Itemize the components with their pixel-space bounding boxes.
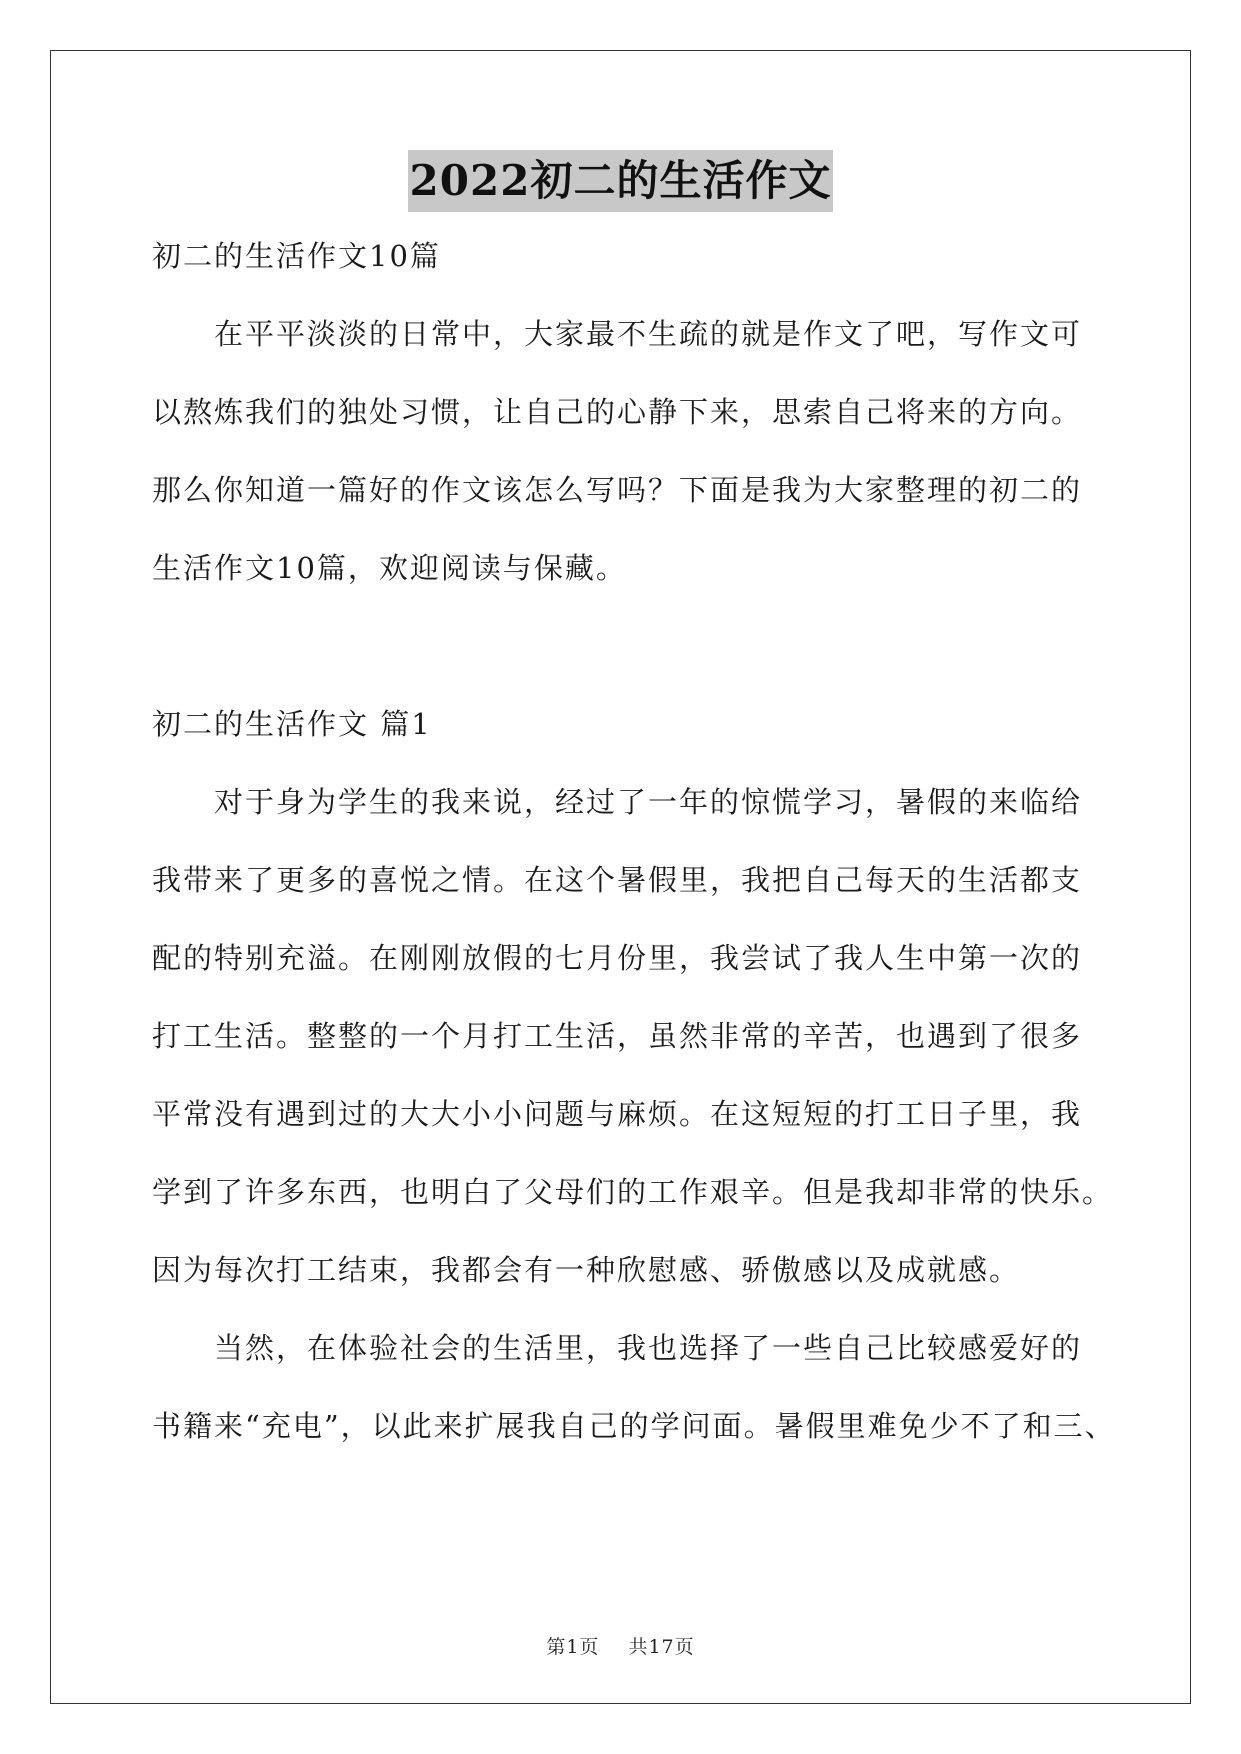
paragraph-line: 书籍来“充电”，以此来扩展我自己的学问面。暑假里难免少不了和三、 [152,1409,1116,1443]
paragraph-line: 平常没有遇到过的大大小小问题与麻烦。在这短短的打工日子里，我 [152,1097,1083,1131]
section-heading: 初二的生活作文 篇1 [152,707,432,741]
page-number-total: 共17页 [628,1636,695,1658]
paragraph-line: 因为每次打工结束，我都会有一种欣慰感、骄傲感以及成就感。 [152,1253,1021,1287]
paragraph-line: 我带来了更多的喜悦之情。在这个暑假里，我把自己每天的生活都支 [152,863,1083,897]
intro-line: 那么你知道一篇好的作文该怎么写吗？下面是我为大家整理的初二的 [152,473,1083,507]
paragraph-line: 配的特别充溢。在刚刚放假的七月份里，我尝试了我人生中第一次的 [152,941,1083,975]
document-title: 2022初二的生活作文 [408,150,834,212]
paragraph-line: 打工生活。整整的一个月打工生活，虽然非常的辛苦，也遇到了很多 [152,1019,1083,1053]
page-number-current: 第1页 [546,1636,600,1658]
intro-line: 在平平淡淡的日常中，大家最不生疏的就是作文了吧，写作文可 [214,317,1083,351]
paragraph-line: 当然，在体验社会的生活里，我也选择了一些自己比较感爱好的 [214,1331,1083,1365]
document-subtitle: 初二的生活作文10篇 [152,239,441,273]
intro-line: 以熬炼我们的独处习惯，让自己的心静下来，思索自己将来的方向。 [152,395,1083,429]
section-spacer [152,626,1112,704]
paragraph-line: 对于身为学生的我来说，经过了一年的惊慌学习，暑假的来临给 [214,785,1083,819]
document-body [152,236,1116,1484]
page-footer [0,1632,1241,1659]
paragraph-line: 学到了许多东西，也明白了父母们的工作艰辛。但是我却非常的快乐。 [152,1175,1114,1209]
title-container [0,150,1241,212]
intro-line: 生活作文10篇，欢迎阅读与保藏。 [152,551,627,585]
